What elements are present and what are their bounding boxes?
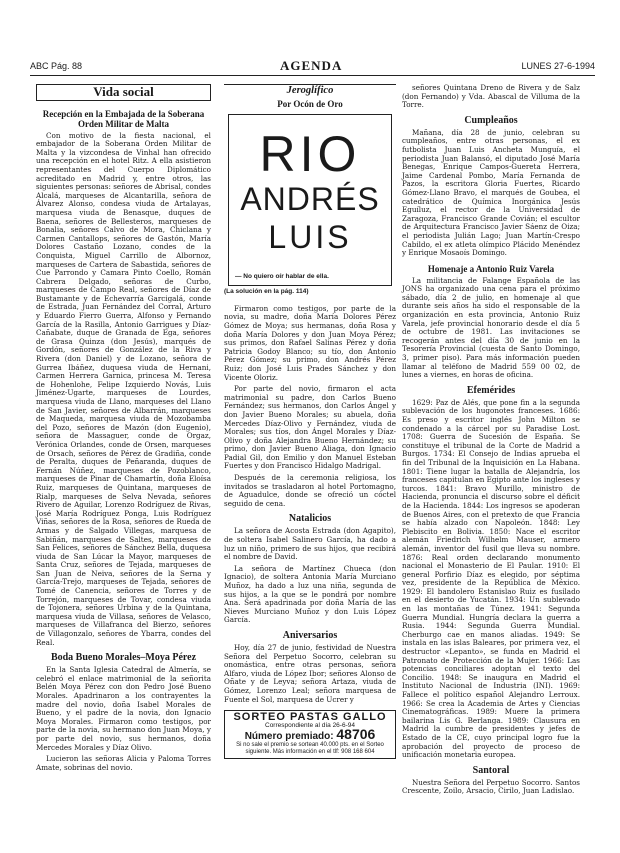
sorteo-label: Número premiado: — [244, 731, 334, 743]
article-paragraph: La señora de Acosta Estrada (don Agapito), de soltera Isabel Salinero García, ha dado a luz un niño, primero de sus hijos, que recibirá el nombre de David. — [224, 526, 396, 562]
article-heading-malta: Recepción en la Embajada de la Soberana Orden Militar de Malta — [42, 108, 205, 129]
column-vida-social — [36, 84, 211, 775]
article-paragraph: señores Quintana Dreno de Rivera y de Salz (don Fernando) y Vda. Abascal de Villuma de la Torre. — [402, 83, 580, 110]
column-right — [402, 84, 580, 799]
article-heading-natalicios: Natalicios — [288, 513, 332, 525]
sorteo-number: 48706 — [336, 726, 376, 743]
article-paragraph: En la Santa Iglesia Catedral de Almería, se celebró el enlace matrimonial de la señorita Belén Moya Pérez con don Pedro José Bueno Morales. Apadrinaron a los contrayentes la madre del novio, doña Isabel Morales de Bueno, y el padre de la novia, don Ignacio Moya Morales. Firmaron como testigos, por parte de la novia, su hermano don Juan Moya, y por parte del novio, sus hermanos, doña Mercedes Morales y Díaz Olivo. — [36, 665, 211, 752]
article-paragraph: Hoy, día 27 de junio, festividad de Nuestra Señora del Perpetuo Socorro, celebran su onomástica, entre otras personas, señora Alfaro, viuda de López Ibor; señores Alonso de Oñate y de Leyva; señora Artaza, viuda de Gómez, Lorenzo Leal; señora marquesa de Fuente el Sol, marquesa de Ucrer y — [224, 642, 396, 704]
article-heading-aniversarios: Aniversarios — [282, 629, 338, 641]
article-heading-boda: Boda Bueno Morales–Moya Pérez — [50, 652, 197, 664]
puzzle-solution-note: (La solución en la pág. 114) — [224, 288, 309, 296]
article-paragraph: Por parte del novio, firmaron el acta matrimonial su padre, don Carlos Bueno Fernández; sus hermanos, don Carlos Ángel y don Javier Bueno Morales; su abuela, doña Mercedes Díaz-Olivo y Fernández, viuda de Morales; sus tíos, don Ángel Morales y Díaz-Olivo y doña Alejandra Bueno Hernández; su primo, don Javier Bueno Aliaga, don Ignacio Padial Gil, don Emilio y don Manuel Esteban Fuertes y don Francisco Hidalgo Madrigal. — [224, 384, 396, 471]
article-heading-efemerides: Efemérides — [466, 384, 516, 396]
sorteo-box — [224, 710, 396, 759]
jeroglifico-title: Jeroglífico — [224, 84, 396, 96]
page-number: ABC Pág. 88 — [30, 61, 83, 71]
article-paragraph: Firmaron como testigos, por parte de la novia, su madre, doña María Dolores Pérez Gómez de Moya; sus hermanas, doña Rosa y doña María Dolores y don Juan Moya Pérez; sus primos, don Rafael Salinas Pérez y doña Patricia Godoy Blanco; su tío, don Antonio Pérez Gómez; su primo, don Andrés Pérez Ruiz; don José Luis Prades Sánchez y don Vicente Oloriz. — [224, 303, 396, 382]
article-paragraph: La militancia de Falange Española de las JONS ha organizado una cena para el próximo sábado, día 2 de julio, en homenaje al que durante seis años ha sido el responsable de la organización en esta provincia, Antonio Ruiz Varela, jefe provincial honorario desde el día 5 de octubre de 1981. Las invitaciones se recogerán antes del día 30 de junio en la Tesorería Provincial (cuesta de Santo Domingo, 3, primer piso). Para más información pueden llamar al teléfono de Madrid 559 00 02, de lunes a viernes, en horas de oficina. — [402, 275, 580, 380]
section-title: AGENDA — [280, 58, 343, 73]
section-heading-vida-social: Vida social — [36, 84, 211, 101]
article-paragraph: Lucieron las señoras Alicia y Paloma Torres Amate, sobrinas del novio. — [36, 754, 211, 772]
puzzle-word-luis: LUIS — [268, 219, 352, 256]
sorteo-result — [228, 726, 392, 743]
page-date: LUNES 27-6-1994 — [521, 61, 595, 71]
puzzle-word-rio: RIO — [259, 126, 361, 183]
puzzle-word-andres: ANDRÉS — [240, 181, 380, 218]
sorteo-date: Correspondiente al día 26-6-94 — [265, 721, 355, 729]
article-paragraph: Después de la ceremonia religiosa, los invitados se trasladaron al hotel Portomagno, de Aguadulce, donde se ofreció un cóctel seguido de cena. — [224, 473, 396, 508]
article-heading-cumpleanos: Cumpleaños — [464, 114, 518, 126]
article-paragraph: La señora de Martínez Chueca (don Ignacio), de soltera Antonia María Murciano Muñoz, ha dado a luz una niña, segunda de sus hijos, a la que se le pondrá por nombre Ana. Será apadrinada por doña María de las Nieves Murciano Muñoz y don Luis López García. — [224, 563, 396, 625]
jeroglifico-puzzle-box — [228, 114, 392, 286]
article-heading-homenaje: Homenaje a Antonio Ruiz Varela — [427, 263, 555, 274]
article-paragraph: Con motivo de la fiesta nacional, el embajador de la Soberana Orden Militar de Malta y la vizcondesa de Vinhal han ofrecido una recepción en el hotel Ritz. A ella asistieron representantes del Cuerpo Diplomático acreditado en Madrid y, entre otros, las siguientes personas: señores de Abrisal, condes Alcalá, marqueses de Alcantarilla, señora de Álvarez Alonso, condesa viuda de Artalayas, marquesa viuda de Benasque, duques de Baena, señores de Bellesteros, marqueses de Bonalia, señores Calvo de Mora, Chiclana y Carmen Cantallops, señores de Gastón, María Dolores Castaño Lozano, condes de la Conquista, Miguel Carrillo de Albornoz, marqueses de Cartera de Sabastida, señores de Cue Parrondo y Camara Pinto Coello, Román Cabrera Delgado, señoras de Curbo, marqueses de Campo Real, señores de Díaz de Bustamante y de Echevarría Garcigalá, conde de Estrada, Juan Fernández del Corral, Arturo y Eduardo Fierro Guerra, Alfonso y Fernando García de la Rasilla, Antonio Garrigues y Díaz-Cañabate, duque de Granada de Ega, señores de Grasa Quinza (don Jesús), marqués de Gordón, señores de González de la Riva y Rivera (don Daniel) y de Lozano, señora de Gurrea Ibáñez, duquesa viuda de Hernani, Carmen Herrera Garnica, princesa M. Teresa de Hohenlohe, Felipe Izquierdo Novás, Luis Jiménez-Ugarte, marqueses de Lourdes, marquesa viuda de Llano, marqueses del Llano de San Javier, señores de Albarrán, marqueses de Maqueda, marquesa viuda de Mozobamba del Pozo, señores de Mazón (don Eugenio), señora de Massaguer, conde de Orgaz, Verónica Orlandes, conde de Orsen, marqueses de Orsach, señores de Pérez de Gradiña, conde de Peralta, duques de Peñaranda, duques de Fernán Núñez, marqueses de Pozoblanco, marqueses de Pinar de Chamartín, doña Eloísa Ruiz, marqueses de Quintana, marqueses de Rialp, marqueses de Selva Nevada, señores Rivero de Aguilar, Lorenzo Rodríguez de Rivas, José María Rodríguez Ponga, Luis Rodríguez Viñas, señores de la Rosa, señores de Rueda de Armas y de Salgado Villegas, marquesa de Sabiñán, marqueses de Saltes, marqueses de San Felices, señores de Sánchez Bella, duquesa viuda de San Lúcar la Mayor, marqueses de Santa Cruz, señores de Tejada, marqueses de San Juan de Neiva, señores de la Serna y García-Trejo, marqueses de Tejada, señores de Tomé de Canencia, señores de Torres y de Torrejón, marqueses de Tovar, condesa viuda de Tojonera, señores Urbina y de la Quintana, marquesa viuda de Villasa, señores de Velasco, marqueses de Villafranca del Bierzo, señores de Villagonzalo, señores de Ybarra, condes del Real. — [36, 130, 211, 647]
article-paragraph: 1629: Paz de Alés, que pone fin a la segunda sublevación de los hugonotes franceses. 1686: Es preso y escritor inglés John Milton se condenado a la cárcel por su Paradise Lost. 1708: Guerra de Sucesión de España. Se constituye el tribunal de la Corte de Madrid a Burgos. 1734: El Consejo de Indias aprueba el fin del Tribunal de la Inquisición en La Habana. 1801: Tiene lugar la batalla de Alejandría, los franceses capitulan en Egipto ante los ingleses y turcos. 1841: Bravo Murillo, ministro de Hacienda, pronuncia el discurso sobre el déficit de la Hacienda. 1844: Los ingresos se apoderan de Buenos Aires, con el pretexto de que Francia se había alzado con Napoleón. 1848: Ley Plebiscito en Bolivia. 1850: Nace el escritor alemán Friedrich Wilhelm Mauser, armero alemán, inventor del fusil que lleva su nombre. 1876: Real orden declarando monumento nacional el Monasterio de El Paular. 1910: El general Porfirio Díaz es elegido, por séptima vez, presidente de la República de México. 1929: El bandolero Estanislao Ruiz es fusilado en el desierto de Yucatán. 1934: Un sublevado en las montañas de Túnez. 1941: Segunda Guerra Mundial. Hungría declara la guerra a Rusia. 1944: Segunda Guerra Mundial. Cherburgo cae en manos aliadas. 1949: Se instala en las islas Baleares, por primera vez, el destructor «Lepanto», se funda en Madrid el Patronato de Protección de la Mujer. 1966: Las potencias conciliares adoptan el texto del Concilio. 1948: Se inaugura en Madrid el Instituto Nacional de Industria (INI). 1969: Fallece el político español Alejandro Lerroux. 1966: Se crea la Academia de Artes y Ciencias Cinematográficas. 1989: Muere la primera bailarina Lis G. Berlanga. 1989: Clausura en Madrid la cumbre de presidentes y jefes de Estado de la CE, cuyo principal logro fue la aprobación del proyecto de proceso de unificación monetaria europea. — [402, 397, 580, 760]
sorteo-note: Si no sale el premio se sortean 40.000 pts. en el Sorteo siguiente. Más información en el tlf: 908 168 604 — [236, 741, 384, 755]
article-heading-santoral: Santoral — [472, 764, 510, 776]
jeroglifico-author: Por Ocón de Oro — [277, 98, 343, 109]
article-paragraph: Nuestra Señora del Perpetuo Socorro. Santos Crescente, Zoilo, Arsacio, Cirilo, Juan Ladislao. — [402, 777, 580, 796]
sorteo-title: SORTEO PASTAS GALLO — [233, 711, 387, 724]
puzzle-caption: — No quiero oír hablar de ella. — [235, 272, 329, 280]
column-center — [224, 84, 396, 759]
page-header — [30, 58, 595, 76]
article-paragraph: Mañana, día 28 de junio, celebran su cumpleaños, entre otras personas, el ex futbolista Juan Luis Ancheta Munguía, el periodista Juan Balansó, el diputado José María Benegas, Enrique Campos-Guereta Herrera, Jaime Cardenal Pombo, María Fernanda de Pazos, la escritora Gloria Fuertes, Ricardo Gómez-Llano Bravo, el marqués de Goubea, el catedrático de Química Inorgánica Jesús Eguíluz, el rector de la Universidad de Zaragoza, Francisco Grande Covián; el escultor de Arquitectura Francisco Javier Sáenz de Oiza; el periodista Julián Lago; Juan Martín-Crespo Cabildo, el ex atleta olímpico Plácido Menéndez y Enrique Mosaoís Domingo. — [402, 127, 580, 258]
